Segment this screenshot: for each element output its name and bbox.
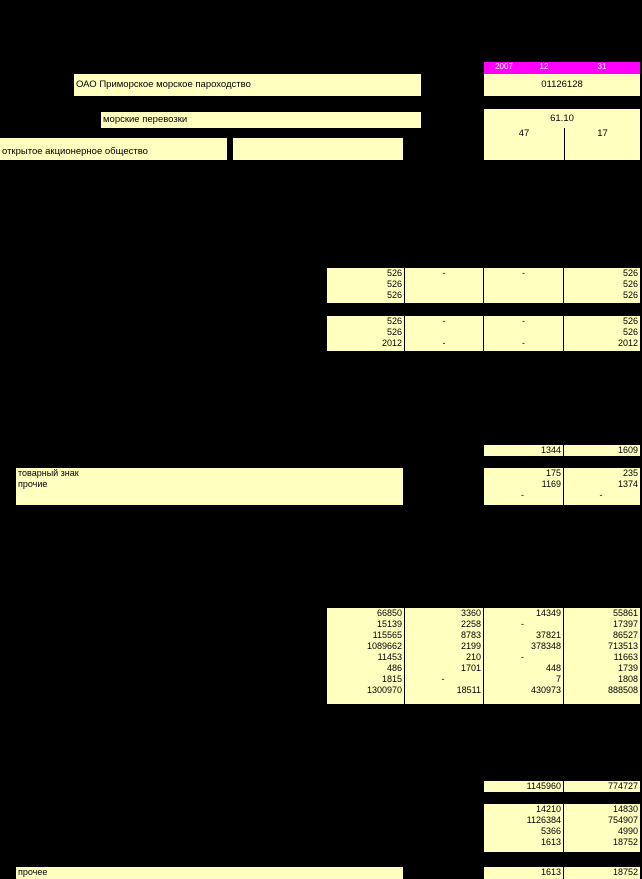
okfs-blank [565, 140, 640, 160]
table-cell: - - [484, 316, 563, 351]
table-cell: товарный знак прочие [16, 468, 403, 505]
table-cell: 235 1374 - [564, 468, 640, 505]
date-day: 31 [564, 62, 640, 74]
table-cell: 14349 - 37821 378348 - 448 7 430973 [484, 608, 563, 704]
table-cell: - - [405, 316, 483, 351]
okved-code: 61.10 [484, 109, 640, 128]
table-cell: 774727 [564, 781, 640, 792]
date-month: 12 [524, 62, 564, 74]
okopf-blank [484, 140, 564, 160]
table-cell: - [484, 268, 563, 303]
okfs-code: 17 [565, 128, 640, 140]
table-cell: 1145960 [484, 781, 563, 792]
table-cell: 526 526 2012 [327, 316, 404, 351]
table-cell: 526 526 526 [327, 268, 404, 303]
table-cell: 18752 [564, 867, 640, 879]
table-cell: 175 1169 - [484, 468, 563, 505]
table-cell: 66850 15139 115565 1089662 11453 486 1815 1300970 [327, 608, 404, 704]
date-year: 2007 [484, 62, 524, 74]
other-label: прочее [16, 867, 403, 879]
okopf-code: 47 [484, 128, 564, 140]
table-cell: 1344 [484, 445, 563, 456]
ownership-form [233, 138, 403, 160]
table-cell: - [405, 268, 483, 303]
organization-name: ОАО Приморское морское пароходство [74, 74, 421, 96]
table-cell: 526 526 2012 [564, 316, 640, 351]
table-cell: 14210 1126384 5366 1613 [484, 804, 563, 852]
table-cell: 55861 17397 86527 713513 11663 1739 1808 888508 [564, 608, 640, 704]
activity-type: морские перевозки [101, 112, 421, 128]
table-cell: 1613 [484, 867, 563, 879]
table-cell: 14830 754907 4990 18752 [564, 804, 640, 852]
table-cell: 3360 2258 8783 2199 210 1701 - 18511 [405, 608, 483, 704]
table-cell: 526 526 526 [564, 268, 640, 303]
table-cell: 1609 [564, 445, 640, 456]
okpo-code: 01126128 [484, 74, 640, 96]
legal-form: открытое акционерное общество [0, 138, 227, 160]
